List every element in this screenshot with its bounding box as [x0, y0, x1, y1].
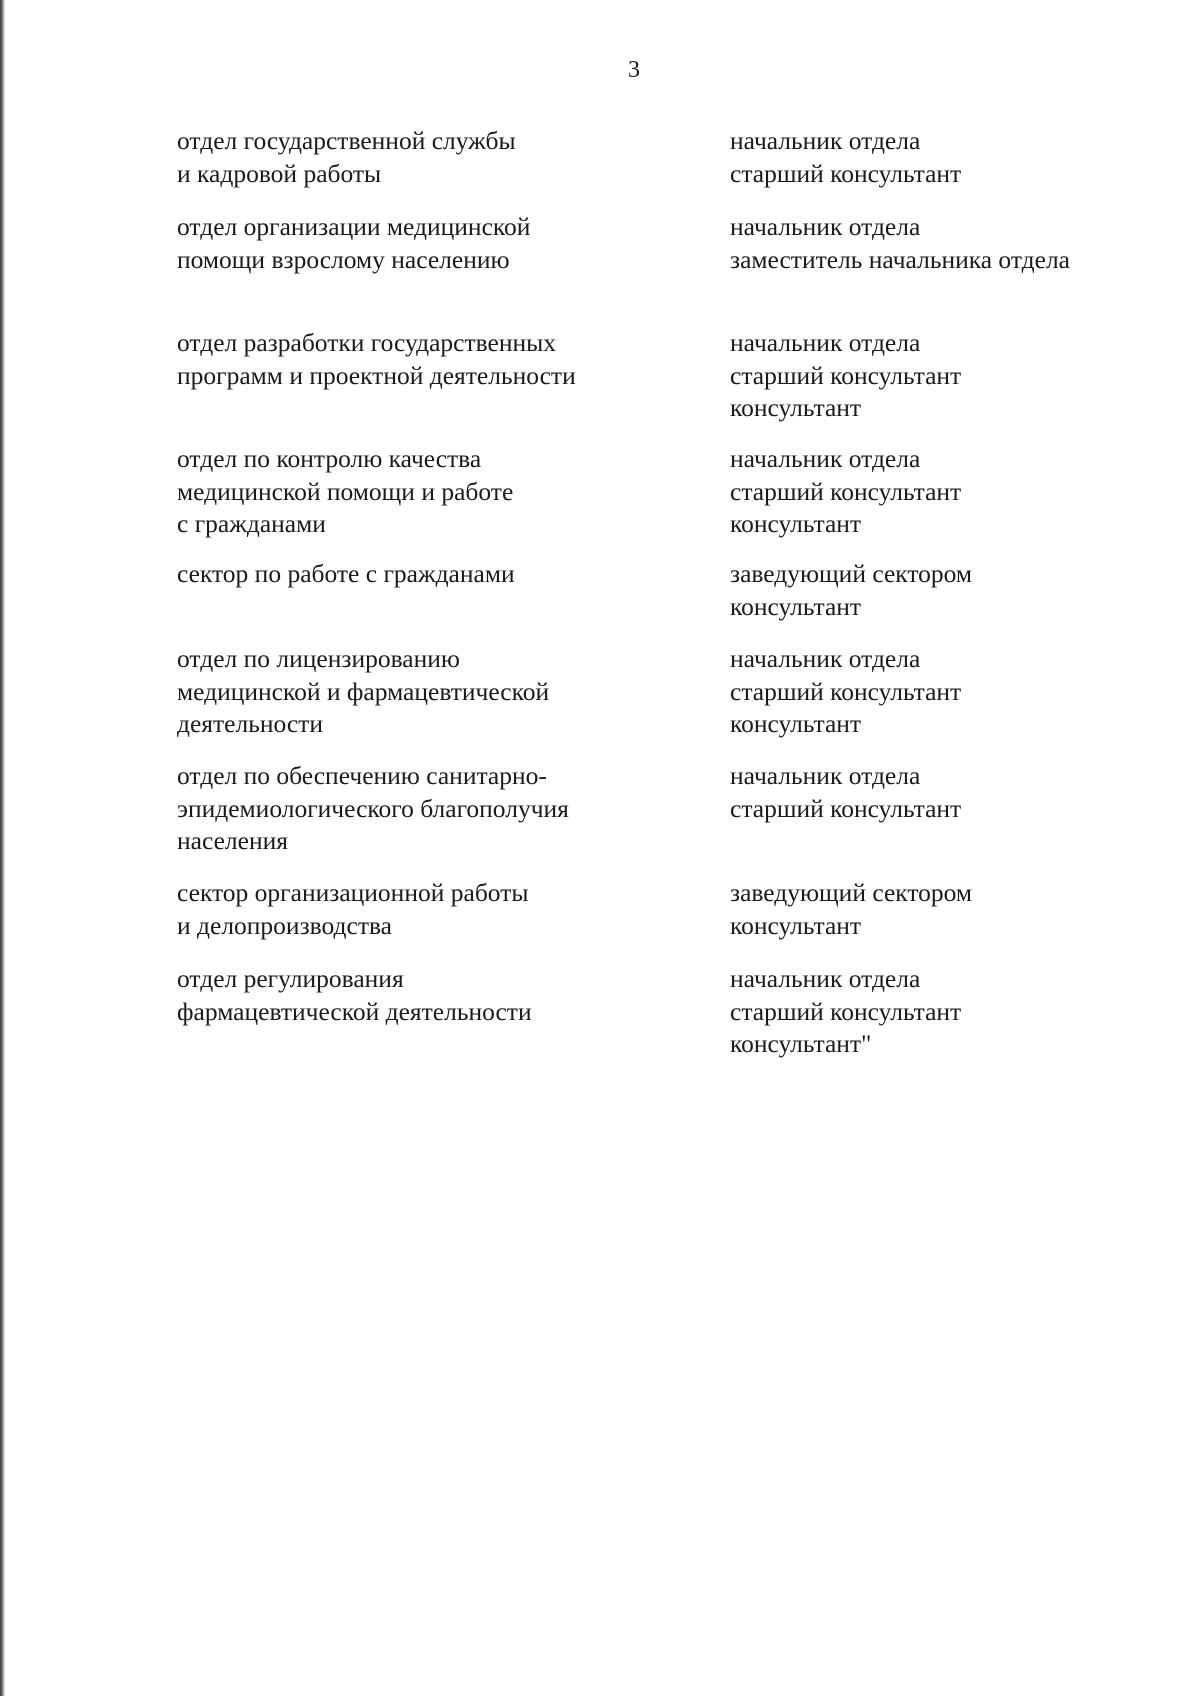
unit-name: [177, 877, 697, 942]
position-line: заведующий сектором: [730, 559, 973, 588]
unit-name: [177, 963, 697, 1028]
unit-line: фармацевтической деятельности: [177, 996, 532, 1026]
unit-line: медицинской и фармацевтической: [177, 676, 550, 706]
unit-name: [177, 125, 697, 190]
position-line: начальник отдела: [730, 444, 921, 473]
unit-positions: [730, 443, 1180, 541]
unit-line: эпидемиологического благополучия: [177, 793, 569, 823]
unit-positions: [730, 327, 1180, 425]
position-line: старший консультант: [730, 158, 962, 188]
position-line: начальник отдела: [730, 761, 921, 790]
unit-line: отдел по контролю качества: [177, 444, 482, 473]
unit-positions: [730, 211, 1180, 276]
unit-line: отдел организации медицинской: [177, 212, 531, 241]
page-number: 3: [628, 57, 640, 83]
unit-line: программ и проектной деятельности: [177, 360, 576, 390]
position-line: начальник отдела: [730, 644, 921, 673]
position-line: начальник отдела: [730, 328, 921, 357]
position-line: консультант: [730, 910, 862, 940]
unit-positions: [730, 877, 1180, 942]
unit-line: сектор организационной работы: [177, 878, 529, 907]
unit-line: деятельности: [177, 709, 323, 738]
position-line: старший консультант: [730, 793, 962, 823]
unit-line: населения: [177, 826, 288, 855]
unit-positions: [730, 643, 1180, 741]
unit-line: отдел государственной службы: [177, 126, 516, 155]
position-line: консультант: [730, 509, 862, 538]
position-line: начальник отдела: [730, 212, 921, 241]
position-line: старший консультант: [730, 676, 962, 706]
position-line: заместитель начальника отдела: [730, 244, 1070, 274]
unit-positions: [730, 963, 1180, 1061]
unit-positions: [730, 125, 1180, 190]
position-line: консультант: [730, 709, 862, 738]
unit-line: и делопроизводства: [177, 910, 392, 940]
position-line: старший консультант: [730, 360, 962, 390]
position-line: начальник отдела: [730, 126, 921, 155]
scan-edge: [0, 0, 5, 1696]
unit-line: медицинской помощи и работе: [177, 476, 514, 506]
position-line: консультант": [730, 1029, 872, 1058]
position-line: консультант: [730, 591, 862, 621]
unit-name: [177, 327, 697, 392]
unit-name: [177, 443, 697, 541]
unit-name: [177, 558, 697, 591]
unit-name: [177, 760, 697, 858]
unit-line: отдел разработки государственных: [177, 328, 556, 357]
unit-line: и кадровой работы: [177, 158, 382, 188]
unit-name: [177, 643, 697, 741]
position-line: начальник отдела: [730, 964, 921, 993]
unit-line: отдел по лицензированию: [177, 644, 460, 673]
unit-line: отдел по обеспечению санитарно-: [177, 761, 547, 790]
position-line: старший консультант: [730, 996, 962, 1026]
unit-positions: [730, 558, 1180, 623]
position-line: консультант: [730, 393, 862, 422]
unit-name: [177, 211, 697, 276]
unit-line: с гражданами: [177, 509, 326, 538]
unit-line: сектор по работе с гражданами: [177, 559, 515, 588]
unit-line: отдел регулирования: [177, 964, 404, 993]
unit-line: помощи взрослому населению: [177, 244, 510, 274]
unit-positions: [730, 760, 1180, 825]
position-line: заведующий сектором: [730, 878, 973, 907]
position-line: старший консультант: [730, 476, 962, 506]
